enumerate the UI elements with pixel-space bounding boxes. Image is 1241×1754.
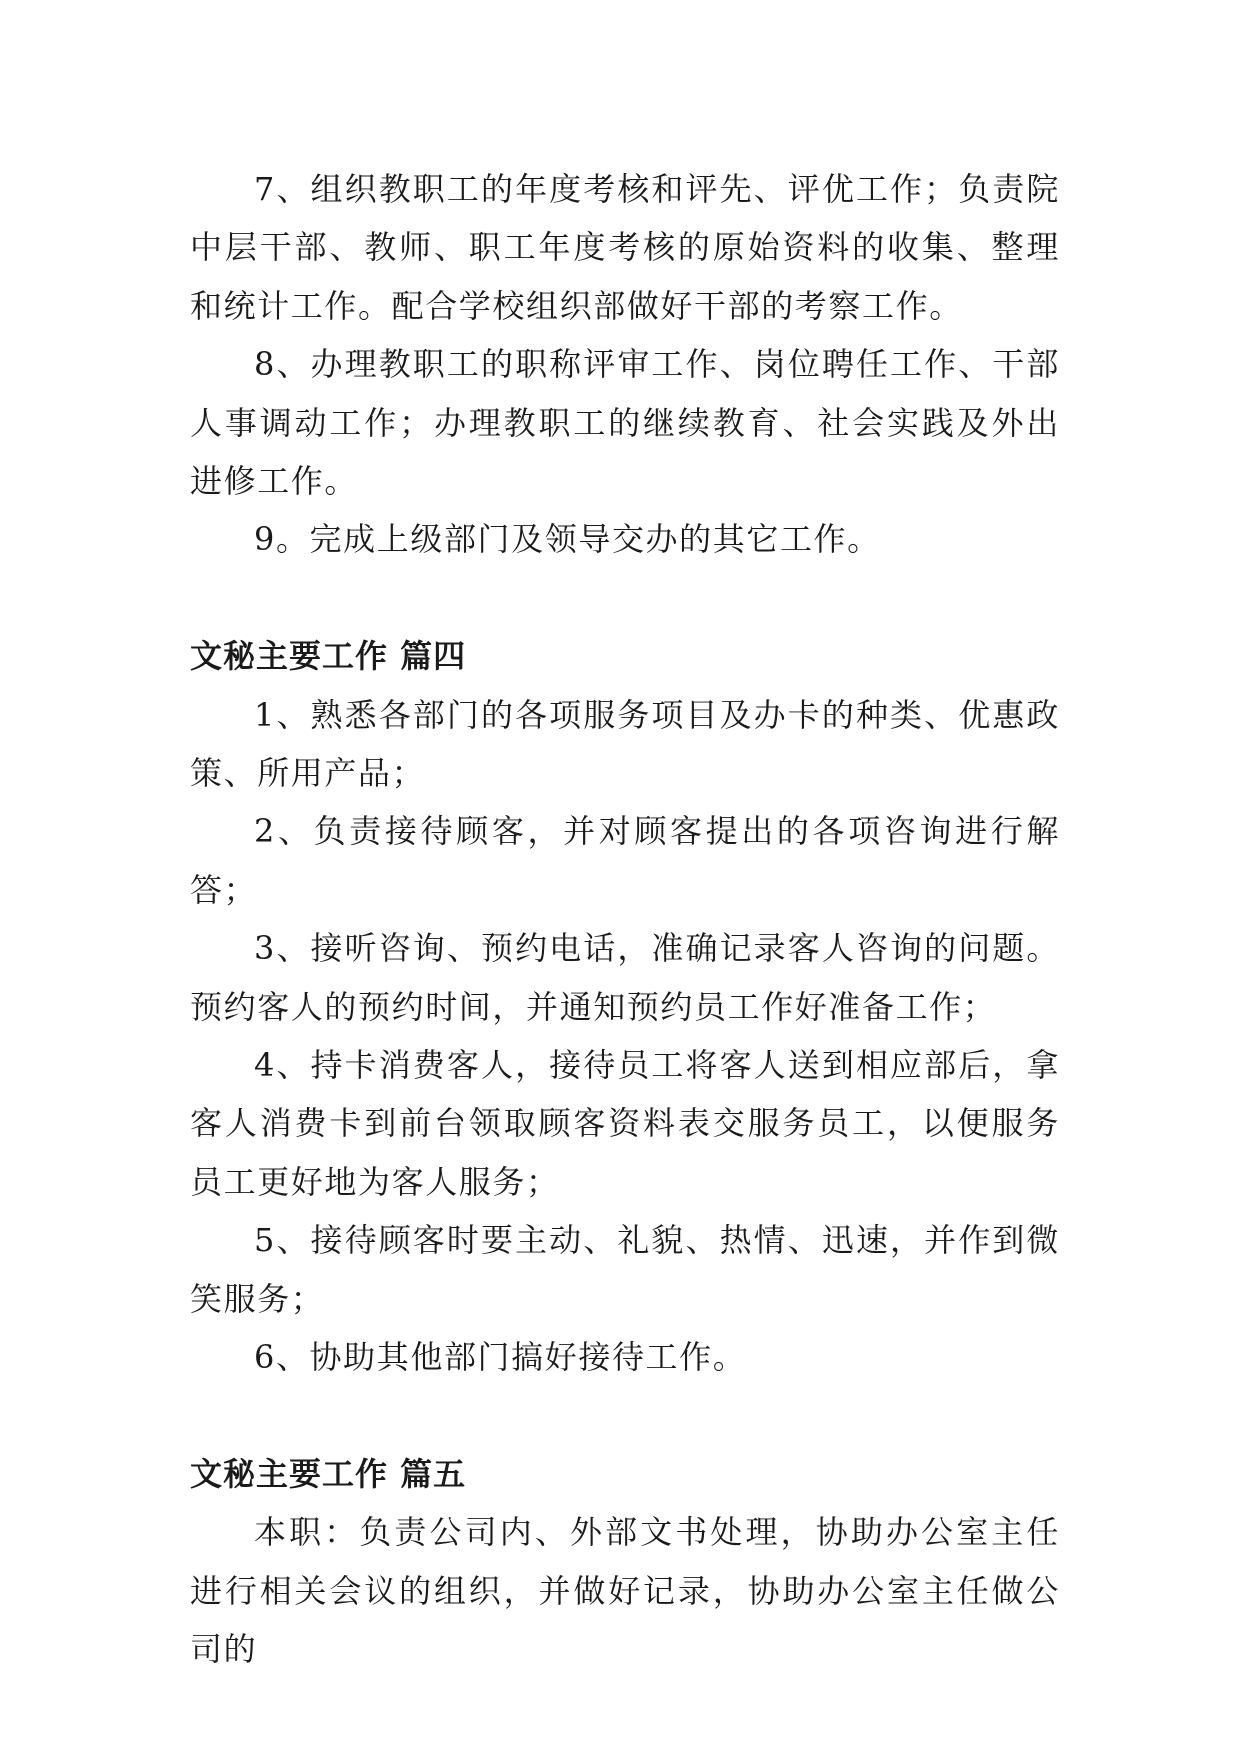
paragraph-item-3: 3、接听咨询、预约电话，准确记录客人咨询的问题。预约客人的预约时间，并通知预约员工作好准备工作； bbox=[190, 929, 1060, 1026]
paragraph-item-4: 4、持卡消费客人，接待员工将客人送到相应部后，拿客人消费卡到前台领取顾客资料表交服务员工，以便服务员工更好地为客人服务； bbox=[190, 1046, 1060, 1201]
paragraph-item-6: 6、协助其他部门搞好接待工作。 bbox=[254, 1338, 747, 1377]
paragraph-item-9: 9。完成上级部门及领导交办的其它工作。 bbox=[254, 520, 881, 559]
section-5 bbox=[190, 1445, 1060, 1679]
section-3-tail bbox=[190, 160, 1060, 569]
section-4 bbox=[190, 627, 1060, 1386]
paragraph-item-8: 8、办理教职工的职称评审工作、岗位聘任工作、干部人事调动工作；办理教职工的继续教育、社会实践及外出进修工作。 bbox=[190, 345, 1060, 501]
paragraph-item-1: 1、熟悉各部门的各项服务项目及办卡的种类、优惠政策、所用产品； bbox=[190, 695, 1060, 793]
section-5-heading: 文秘主要工作 篇五 bbox=[190, 1454, 467, 1493]
paragraph-item-2: 2、负责接待顾客，并对顾客提出的各项咨询进行解答； bbox=[190, 812, 1060, 909]
section-spacer bbox=[190, 569, 1060, 627]
section-spacer bbox=[190, 1387, 1060, 1445]
paragraph-duties: 本职：负责公司内、外部文书处理，协助办公室主任进行相关会议的组织，并做好记录，协助办公室主任做公司的 bbox=[190, 1513, 1060, 1669]
section-4-heading: 文秘主要工作 篇四 bbox=[190, 637, 467, 676]
paragraph-item-7: 7、组织教职工的年度考核和评先、评优工作；负责院中层干部、教师、职工年度考核的原始资料的收集、整理和统计工作。配合学校组织部做好干部的考察工作。 bbox=[190, 170, 1060, 325]
paragraph-item-5: 5、接待顾客时要主动、礼貌、热情、迅速，并作到微笑服务； bbox=[190, 1221, 1060, 1318]
document-page bbox=[190, 160, 1060, 1679]
